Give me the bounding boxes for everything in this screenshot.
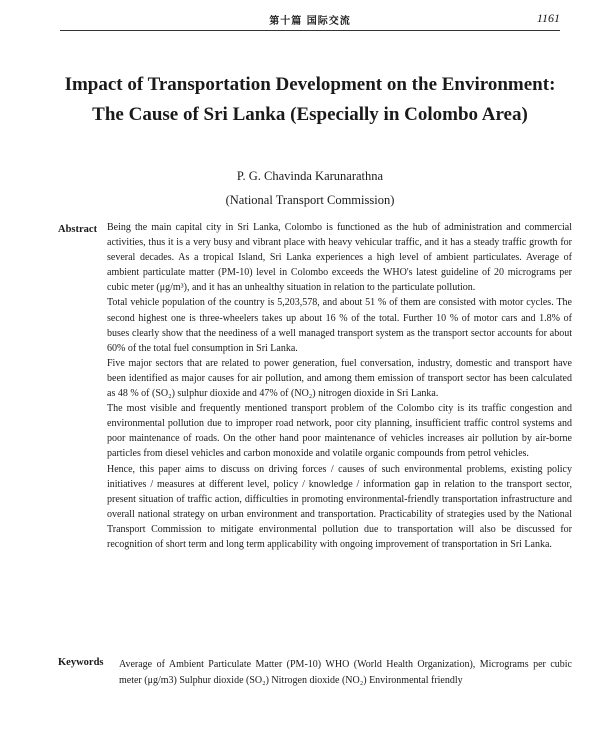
abstract-paragraph: The most visible and frequently mentioned transport problem of the Colombo city is its traffic congestion and environmental pollution due to improper road network, poor city planning, insufficient traffic control systems and poor maintenance of roads. On the other hand poor maintenance of vehicles increases air pollution by air-borne particles from diesel vehicles and carbon monoxide and volatile organic compounds from petrol vehicles. [107,403,572,460]
abstract-paragraph: Five major sectors that are related to power generation, fuel conversation, industry, domestic and transport have been identified as major causes for air pollution, and among them emission of transport sector has been calculated as 48 % of (SO₂) sulphur dioxide and 47% of (NO₂) nitrogen dioxide in Sri Lanka. [107,357,572,400]
abstract-label: Abstract [58,224,98,235]
abstract-paragraph: Being the main capital city in Sri Lanka, Colombo is functioned as the hub of administration and commercial activities, thus it is a very busy and vibrant place with heavy vehicular traffic, and it has a steady traffic growth for several decades. As a tropical Island, Sri Lanka experiences a high level of ambient particulates. Average of ambient particulate matter (PM-10) level in Colombo exceeds the WHO's latest guideline of 20 micrograms per cubic meter (μg/m³), and it has an unhealthy situation in relation to the particulate pollution. [107,222,572,294]
keywords-label: Keywords [58,657,104,668]
author-name: P. G. Chavinda Karunarathna [236,169,384,183]
running-header [60,8,560,31]
abstract-paragraph: Hence, this paper aims to discuss on driving forces / causes of such environmental problems, existing policy initiatives / measures at different level, policy / knowledge / information gap in relation to the transport sector, present situation of traffic action, difficulties in promoting environmental-friendly transportation infrastructure and overall national strategy on urban environment and transportation. Practicability of strategies used by the National Transport Commission to mitigate environmental pollution due to transportation will also be discussed for recognition of short term and long term applicability with ongoing improvement of transportation in Sri Lanka. [107,463,572,550]
author-affiliation: (National Transport Commission) [225,193,395,207]
paper-title: Impact of Transportation Development on the Environment: The Cause of Sri Lanka (Especially in Colombo Area) [64,74,556,125]
journal-section: 第十篇 国际交流 [269,16,351,27]
abstract-paragraph: Total vehicle population of the country is 5,203,578, and about 51 % of them are consisted with motor cycles. The second highest one is three-wheelers takes up about 16 % of the total. Further 10 % of motor cars and 1.8% of buses clearly show that the neediness of a well managed transport system as the transport sector accounts for about 60% of the total fuel consumption in Sri Lanka. [107,297,572,354]
abstract-body [107,220,572,552]
keywords-list: Average of Ambient Particulate Matter (PM-10) WHO (World Health Organization), Micrograms per cubic meter (μg/m3) Sulphur dioxide (SO₂) Nitrogen dioxide (NO₂) Environmental friendly [119,659,572,686]
page-number: 1161 [536,11,560,25]
